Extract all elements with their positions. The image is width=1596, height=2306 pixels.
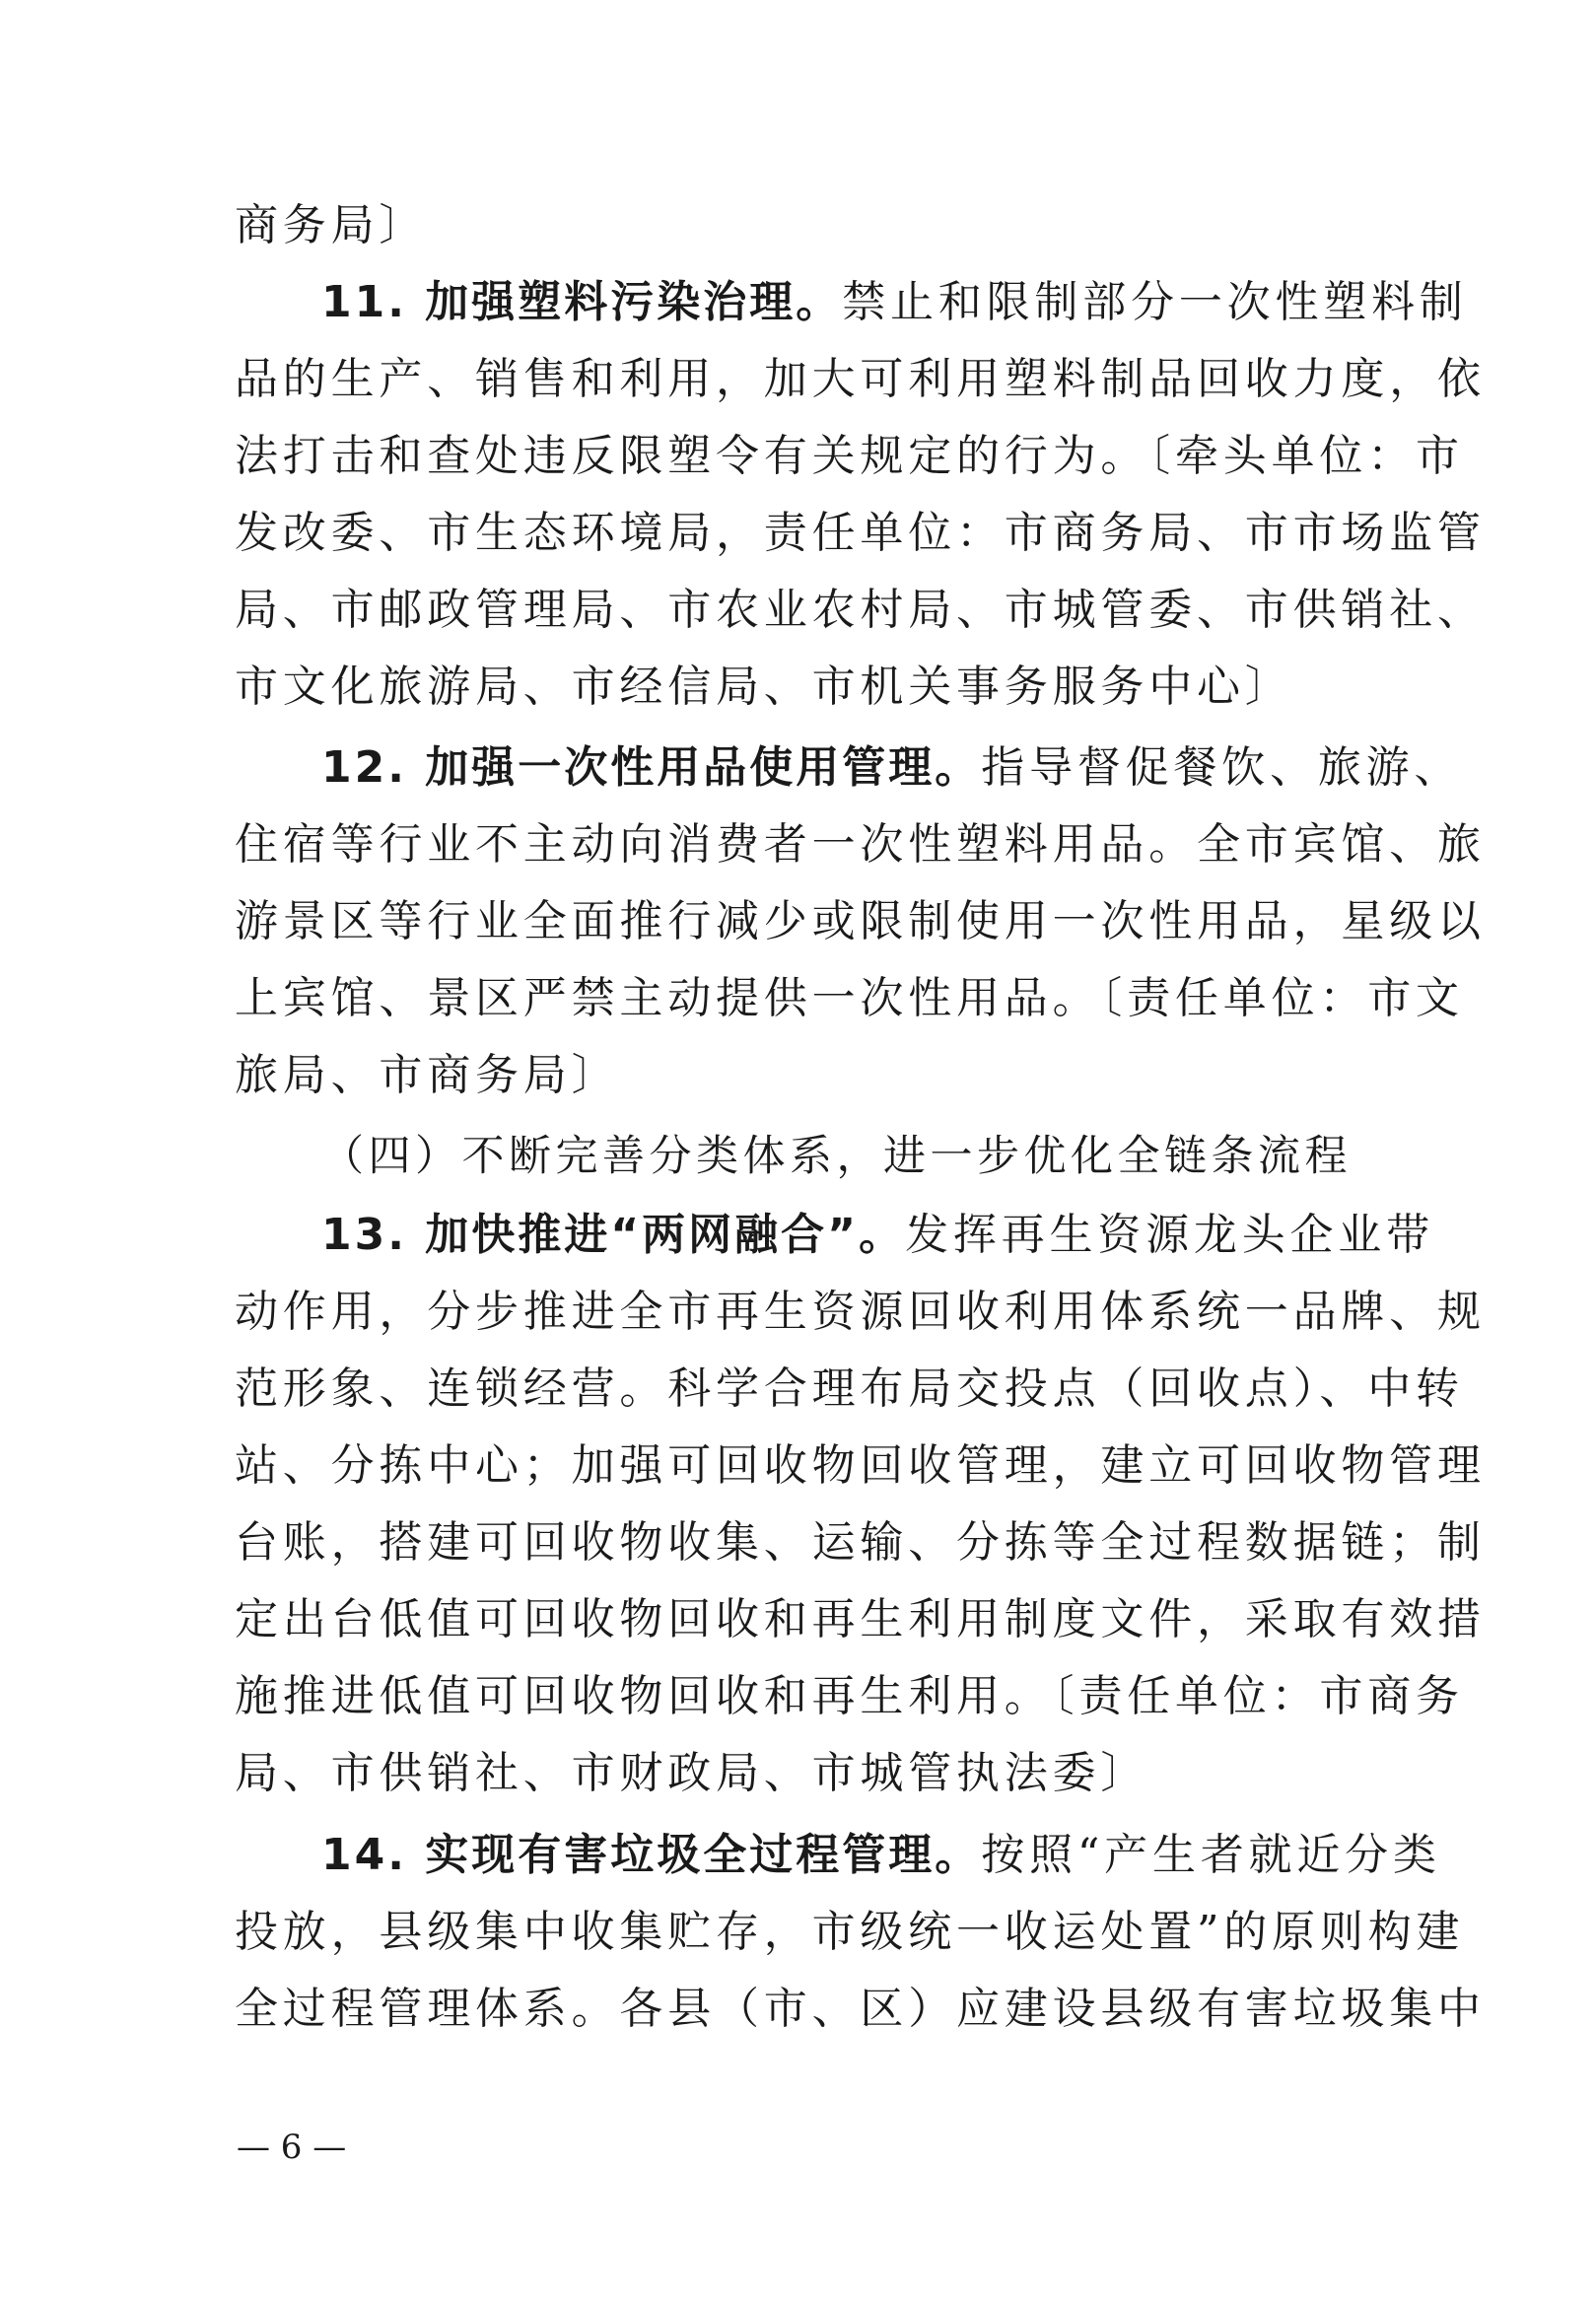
text-line: 住宿等行业不主动向消费者一次性塑料用品。全市宾馆、旅 [235,819,1486,870]
text-line: 局、市供销社、市财政局、市城管执法委〕 [235,1748,1149,1798]
text-line: 范形象、连锁经营。科学合理布局交投点（回收点）、中转 [235,1363,1464,1414]
item-14-text: 按照“产生者就近分类 [981,1830,1441,1880]
page-number: — 6 — [237,2128,347,2167]
text-line: 全过程管理体系。各县（市、区）应建设县级有害垃圾集中 [235,1984,1486,2034]
item-11-title: 11. 加强塑料污染治理。 [321,277,843,327]
item-13-title: 13. 加快推进“两网融合”。 [321,1210,906,1260]
text-line: 法打击和查处违反限塑令有关规定的行为。〔牵头单位：市 [235,431,1464,481]
text-line: 投放，县级集中收集贮存，市级统一收运处置”的原则构建 [235,1907,1465,1957]
item-12-title: 12. 加强一次性用品使用管理。 [321,742,982,793]
item-14-first-line [321,1817,1441,1894]
text-line: 定出台低值可回收物回收和再生利用制度文件，采取有效措 [235,1594,1486,1644]
text-line: 施推进低值可回收物回收和再生利用。〔责任单位：市商务 [235,1671,1464,1721]
text-line: 台账，搭建可回收物收集、运输、分拣等全过程数据链；制 [235,1517,1486,1568]
item-14-title: 14. 实现有害垃圾全过程管理。 [321,1830,982,1880]
item-11-text: 禁止和限制部分一次性塑料制 [842,277,1468,327]
text-line: 游景区等行业全面推行减少或限制使用一次性用品，星级以 [235,896,1486,946]
text-line: 局、市邮政管理局、市农业农村局、市城管委、市供销社、 [235,585,1486,635]
text-line: 旅局、市商务局〕 [235,1050,620,1100]
text-line: 品的生产、销售和利用，加大可利用塑料制品回收力度，依 [235,354,1486,404]
item-13-text: 发挥再生资源龙头企业带 [905,1210,1434,1260]
text-line: 发改委、市生态环境局，责任单位：市商务局、市市场监管 [235,508,1486,558]
section-heading: （四）不断完善分类体系，进一步优化全链条流程 [321,1132,1352,1181]
item-11-first-line [321,264,1468,341]
item-12-text: 指导督促餐饮、旅游、 [981,742,1463,793]
text-line: 商务局〕 [235,200,428,250]
text-line: 市文化旅游局、市经信局、市机关事务服务中心〕 [235,662,1293,712]
text-line: 站、分拣中心；加强可回收物回收管理，建立可回收物管理 [235,1440,1486,1491]
text-line: 动作用，分步推进全市再生资源回收利用体系统一品牌、规 [235,1287,1486,1337]
item-13-first-line [321,1197,1434,1274]
item-12-first-line [321,730,1463,806]
text-line: 上宾馆、景区严禁主动提供一次性用品。〔责任单位：市文 [235,973,1464,1023]
